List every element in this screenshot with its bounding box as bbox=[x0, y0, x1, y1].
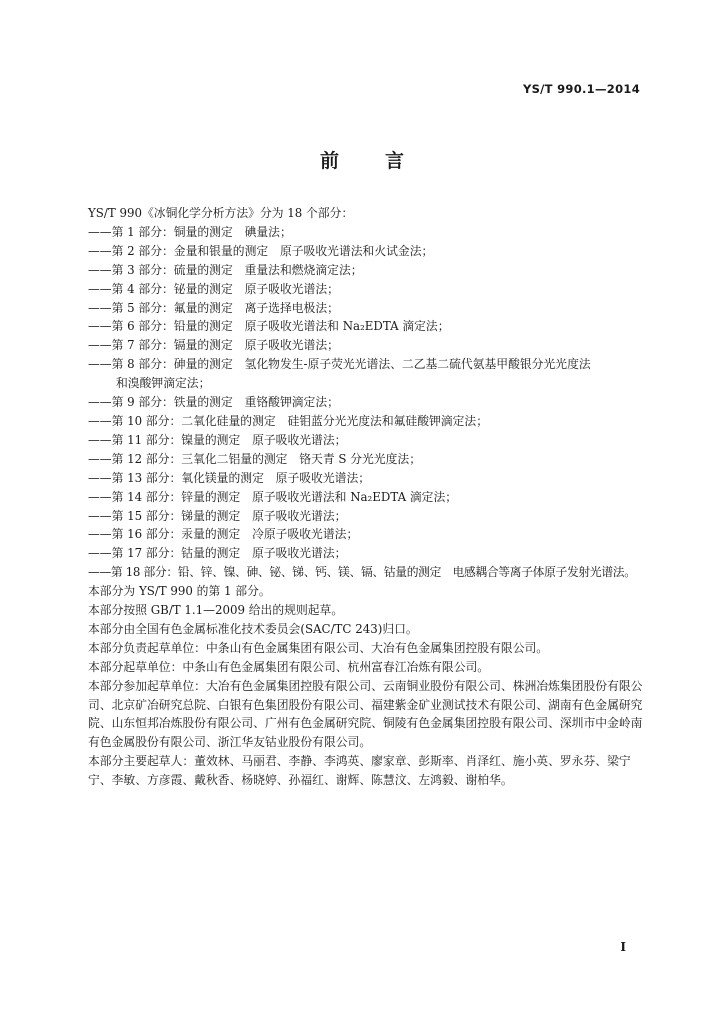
part-item-9: ——第 9 部分：铁量的测定 重铬酸钾滴定法； bbox=[88, 395, 339, 410]
part-item-7: ——第 7 部分：镉量的测定 原子吸收光谱法； bbox=[88, 338, 339, 353]
paragraph-participating-units: 本部分参加起草单位：大冶有色金属集团控股有限公司、云南铜业股份有限公司、株洲冶炼集团股份有限公司、北京矿冶研究总院、白银有色集团股份有限公司、福建紫金矿业测试技术有限公司、湖南有色金属研究院、山东恒邦冶炼股份有限公司、广州有色金属研究院、铜陵有色金属集团控股有限公司、深圳市中金岭南有色金属股份有限公司、浙江华友钴业股份有限公司。 bbox=[88, 678, 643, 750]
paragraph-responsible-unit: 本部分负责起草单位：中条山有色金属集团有限公司、大冶有色金属集团控股有限公司。 bbox=[88, 640, 549, 655]
part-item-16: ——第 16 部分：汞量的测定 冷原子吸收光谱法； bbox=[88, 527, 359, 542]
page-title: 前言 bbox=[319, 150, 450, 172]
standard-number: YS/T 990.1—2014 bbox=[522, 82, 640, 96]
part-item-1: ——第 1 部分：铜量的测定 碘量法； bbox=[88, 224, 292, 239]
parts-list bbox=[88, 223, 648, 582]
part-item-3: ——第 3 部分：硫量的测定 重量法和燃烧滴定法； bbox=[88, 262, 363, 277]
part-item-5: ——第 5 部分：氟量的测定 离子选择电极法； bbox=[88, 300, 339, 315]
part-item-17: ——第 17 部分：钴量的测定 原子吸收光谱法； bbox=[88, 546, 347, 561]
part-item-4: ——第 4 部分：铋量的测定 原子吸收光谱法； bbox=[88, 281, 339, 296]
part-item-2: ——第 2 部分：金量和银量的测定 原子吸收光谱法和火试金法； bbox=[88, 243, 434, 258]
part-item-6: ——第 6 部分：铅量的测定 原子吸收光谱法和 Na₂EDTA 滴定法； bbox=[88, 319, 450, 334]
paragraph-scope: 本部分为 YS/T 990 的第 1 部分。 bbox=[88, 584, 271, 599]
part-item-15: ——第 15 部分：锑量的测定 原子吸收光谱法； bbox=[88, 508, 347, 523]
paragraph-committee: 本部分由全国有色金属标准化技术委员会(SAC/TC 243)归口。 bbox=[88, 621, 418, 636]
intro-line: YS/T 990《冰铜化学分析方法》分为 18 个部分： bbox=[88, 206, 354, 220]
part-item-14: ——第 14 部分：锌量的测定 原子吸收光谱法和 Na₂EDTA 滴定法； bbox=[88, 489, 458, 504]
document-body bbox=[88, 204, 648, 790]
part-item-11: ——第 11 部分：镍量的测定 原子吸收光谱法； bbox=[88, 432, 347, 447]
part-item-12: ——第 12 部分：三氧化二铝量的测定 铬天青 S 分光光度法； bbox=[88, 451, 422, 466]
part-item-10: ——第 10 部分：二氧化硅量的测定 硅钼蓝分光光度法和氟硅酸钾滴定法； bbox=[88, 413, 489, 428]
part-item-18: ——第 18 部分：铅、锌、镍、砷、铋、锑、钙、镁、镉、钴量的测定 电感耦合等离子体原子发射光谱法。 bbox=[88, 565, 636, 580]
paragraphs bbox=[88, 582, 648, 790]
paragraph-main-drafters: 本部分主要起草人：董效林、马丽君、李静、李鸿英、廖家章、彭斯率、肖泽红、施小英、罗永芬、梁宁宁、李敏、方彦霞、戴秋香、杨晓婷、孙福红、谢辉、陈慧汶、左鸿毅、谢柏华。 bbox=[88, 754, 631, 788]
part-item-8: ——第 8 部分：砷量的测定 氢化物发生-原子荧光光谱法、二乙基二硫代氨基甲酸银分光光度法 bbox=[88, 357, 591, 372]
paragraph-drafting-rules: 本部分按照 GB/T 1.1—2009 给出的规则起草。 bbox=[88, 603, 344, 618]
part-item-13: ——第 13 部分：氧化镁量的测定 原子吸收光谱法； bbox=[88, 470, 371, 485]
page-number: I bbox=[620, 940, 626, 954]
part-item-8-continued: 和溴酸钾滴定法； bbox=[116, 376, 211, 391]
paragraph-drafting-units: 本部分起草单位：中条山有色金属集团有限公司、杭州富春江冶炼有限公司。 bbox=[88, 659, 490, 674]
